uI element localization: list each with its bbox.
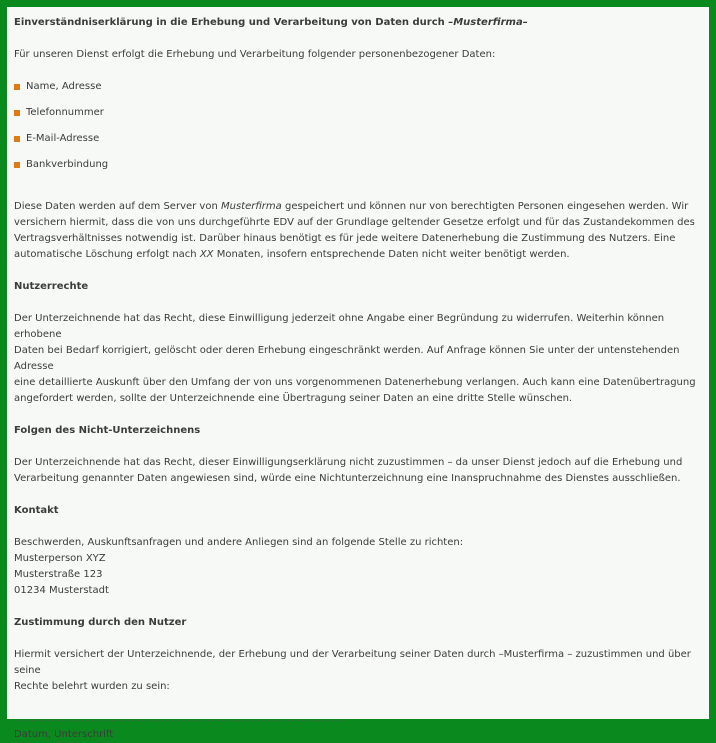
contact-heading: Kontakt: [14, 505, 59, 516]
bullet-icon: [14, 110, 20, 116]
consequences-paragraph: Der Unterzeichnende hat das Recht, dieser Einwilligungserklärung nicht zuzustimmen – da unser Dienst jedoch auf die Erhebung und Verarbeitung genannter Daten angewiesen sind, würde eine Nichtunterzeichnung eine Inanspruchnahme des Dienstes ausschließen.: [14, 457, 683, 484]
list-item: Name, Adresse: [14, 79, 702, 95]
rights-paragraph: Der Unterzeichnende hat das Recht, diese Einwilligung jederzeit ohne Angabe einer Begründung zu widerrufen. Weiterhin können erhobene Daten bei Bedarf korrigiert, gelöscht oder deren Erhebung eingeschränkt werden. Auf Anfrage können Sie unter der untenstehenden Adresse eine detaillierte Auskunft über den Umfang der von uns vorgenommenen Datenerhebung verlangen. Auch kann eine Datenübertragung angefordert werden, sollte der Unterzeichnende eine Übertragung seiner Daten an eine dritte Stelle wünschen.: [14, 313, 696, 404]
list-item: E-Mail-Adresse: [14, 131, 702, 147]
data-items-list: [14, 79, 702, 173]
storage-paragraph: Diese Daten werden auf dem Server von Musterfirma gespeichert und können nur von berechtigten Personen eingesehen werden. Wir versichern hiermit, dass die von uns durchgeführte EDV auf der Grundlage geltender Gesetze erfolgt und für das Zustandekommen des Vertragsverhältnisses notwendig ist. Darüber hinaus benötigt es für jede weitere Datenerhebung die Zustimmung des Nutzers. Eine automatische Löschung erfolgt nach XX Monaten, insofern entsprechende Daten nicht weiter benötigt werden.: [14, 201, 695, 260]
intro-text: Für unseren Dienst erfolgt die Erhebung und Verarbeitung folgender personenbezogener Daten:: [14, 49, 496, 60]
contact-name: Musterperson XYZ: [14, 553, 106, 564]
document-title: [14, 15, 702, 31]
title-company: –Musterfirma–: [448, 17, 528, 28]
rights-heading: Nutzerrechte: [14, 281, 89, 292]
consent-heading: Zustimmung durch den Nutzer: [14, 617, 187, 628]
document-page: [7, 7, 709, 740]
contact-street: Musterstraße 123: [14, 569, 103, 580]
contact-city: 01234 Musterstadt: [14, 585, 109, 596]
signature-line: ……………………………………… ………………………………………………: [14, 713, 348, 724]
contact-block: Beschwerden, Auskunftsanfragen und andere Anliegen sind an folgende Stelle zu richten: Musterperson XYZ Musterstraße 123 01234 Musterstadt: [14, 535, 702, 599]
consequences-heading: Folgen des Nicht-Unterzeichnens: [14, 425, 201, 436]
list-item: Bankverbindung: [14, 157, 702, 173]
bullet-icon: [14, 162, 20, 168]
list-item: Telefonnummer: [14, 105, 702, 121]
title-text: Einverständniserklärung in die Erhebung und Verarbeitung von Daten durch: [14, 17, 449, 28]
signature-label: Datum, Unterschrift: [14, 729, 114, 740]
bullet-icon: [14, 84, 20, 90]
bullet-icon: [14, 136, 20, 142]
consent-paragraph: Hiermit versichert der Unterzeichnende, der Erhebung und der Verarbeitung seiner Daten durch –Musterfirma – zuzustimmen und über seine Rechte belehrt wurden zu sein:: [14, 649, 691, 692]
